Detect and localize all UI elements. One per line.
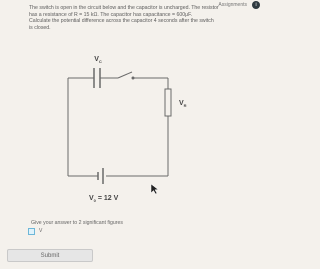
answer-row (28, 226, 42, 236)
source-label (89, 195, 119, 203)
answer-unit: V (39, 228, 43, 234)
resistor (165, 89, 171, 116)
source-label-sub: 0 (93, 198, 96, 203)
info-icon[interactable]: i (252, 1, 260, 9)
answer-input[interactable] (28, 228, 35, 235)
question-line: is closed. (29, 24, 51, 31)
resistor-label-sub: R (183, 103, 187, 108)
submit-button[interactable]: Submit (7, 249, 93, 262)
answer-hint: Give your answer to 2 significant figures (31, 220, 123, 226)
resistor-label (179, 100, 187, 108)
question-line: has a resistance of R = 15 kΩ. The capacitor has capacitance = 600μF. (29, 11, 193, 18)
switch-arm (118, 72, 132, 78)
question-line: The switch is open in the circuit below and the capacitor is uncharged. The resistor (29, 5, 219, 11)
capacitor-label (94, 56, 102, 64)
assignments-label: Assignments (218, 2, 247, 8)
question-line: Calculate the potential difference across the capacitor 4 seconds after the switch (29, 18, 214, 24)
capacitor-label-main: V (94, 56, 99, 63)
source-label-main: V (89, 195, 94, 202)
capacitor-label-sub: C (98, 59, 102, 64)
cursor-icon (151, 184, 158, 194)
source-label-value: = 12 V (95, 195, 119, 202)
resistor-label-main: V (179, 100, 184, 107)
